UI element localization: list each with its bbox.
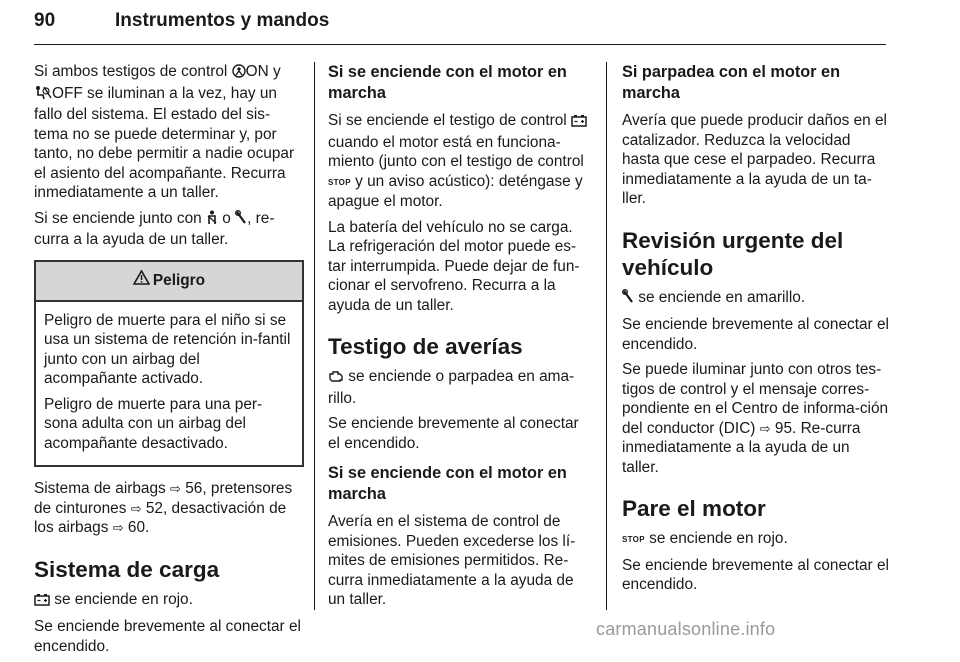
warning-triangle-icon	[133, 270, 150, 291]
airbag-on-icon	[232, 64, 246, 84]
stop-icon: STOP	[622, 535, 645, 544]
column-divider	[606, 62, 607, 610]
warning-body	[36, 302, 302, 466]
paragraph: Se enciende brevemente al conectar el encendido.	[328, 415, 579, 452]
paragraph: STOP se enciende en rojo.	[622, 530, 788, 547]
seatbelt-icon	[206, 210, 218, 231]
cross-reference-paragraph: Sistema de airbags ⇨ 56, pretensores de cinturones ⇨ 52, desactivación de los airbags ⇨ 60.	[34, 480, 293, 536]
section-heading: Sistema de carga	[34, 556, 220, 582]
subheading: Si se enciende con el motor en marcha	[328, 464, 567, 503]
warning-text: Peligro de muerte para una per-sona adulta con un airbag del acompañante desactivado.	[44, 395, 263, 452]
danger-warning-box	[34, 260, 304, 468]
paragraph: Avería en el sistema de control de emisiones. Pueden excederse los lí-mites de emisiones permitidos. Re-curra inmediatamente a la ayuda de un taller.	[328, 513, 576, 608]
column-1	[34, 62, 304, 662]
column-2	[328, 62, 594, 616]
battery-icon	[34, 592, 50, 612]
paragraph: se enciende en amarillo.	[622, 288, 890, 310]
column-divider	[314, 62, 315, 610]
section-heading: Revisión urgente del vehículo	[622, 227, 844, 280]
paragraph: Avería que puede producir daños en el catalizador. Reduzca la velocidad hasta que cese el parpadeo. Recurra inmediatamente a la ayuda de un ta-ller.	[622, 112, 887, 207]
paragraph: se enciende o parpadea en ama-rillo.	[328, 368, 575, 407]
paragraph: Si se enciende junto con o , re-curra a la ayuda de un taller.	[34, 209, 275, 248]
page-ref-arrow-icon: ⇨	[759, 420, 771, 436]
page-number: 90	[34, 10, 56, 31]
paragraph: La batería del vehículo no se carga. La refrigeración del motor puede es-tar interrumpida. Puede dejar de fun-cionar el servofreno. Recurra a la ayuda de un taller.	[328, 218, 580, 314]
section-heading: Pare el motor	[622, 496, 766, 521]
watermark: carmanualsonline.info	[596, 619, 776, 639]
battery-icon	[571, 113, 587, 133]
paragraph: Si se enciende el testigo de control cuando el motor está en funciona-miento (junto con el testigo de control STOP y un aviso acústico): deténgase y apague el motor.	[328, 111, 594, 212]
column-3	[622, 62, 890, 601]
warning-text: Peligro de muerte para el niño si se usa un sistema de retención in-fantil junto con un airbag del acompañante activado.	[44, 311, 291, 387]
subheading: Si parpadea con el motor en marcha	[622, 63, 841, 102]
page-header	[34, 6, 886, 45]
paragraph: se enciende en rojo.	[34, 590, 304, 612]
engine-check-icon	[328, 369, 344, 389]
chapter-title: Instrumentos y mandos	[115, 10, 330, 31]
stop-icon: STOP	[328, 177, 351, 187]
page-ref-arrow-icon: ⇨	[112, 520, 124, 535]
paragraph: Se enciende brevemente al conectar el encendido.	[622, 556, 889, 593]
airbag-off-icon	[34, 85, 52, 106]
page-ref-arrow-icon: ⇨	[170, 481, 181, 496]
wrench-icon	[622, 289, 634, 310]
page-ref-arrow-icon: ⇨	[130, 500, 142, 516]
paragraph: Si ambos testigos de control ON y OFF se iluminan a la vez, hay un fallo del sistema. El estado del sis-tema no se puede determinar y, por tanto, no debe permitir a nadie ocupar el asiento del acompañante. Recurra inmediatamente a un taller.	[34, 63, 295, 201]
warning-title: Peligro	[152, 271, 206, 289]
subheading: Si se enciende con el motor en marcha	[328, 63, 567, 102]
section-heading: Testigo de averías	[328, 334, 523, 359]
paragraph: Se puede iluminar junto con otros tes-tigos de control y el mensaje corres-pondiente en el Centro de informa-ción del conductor (DIC) ⇨ 95. Re-curra inmediatamente a la ayuda de un taller.	[622, 361, 889, 476]
paragraph: Se enciende brevemente al conectar el encendido.	[34, 618, 301, 655]
paragraph: Se enciende brevemente al conectar el encendido.	[622, 316, 889, 353]
warning-header	[36, 262, 302, 302]
wrench-icon	[235, 210, 247, 231]
